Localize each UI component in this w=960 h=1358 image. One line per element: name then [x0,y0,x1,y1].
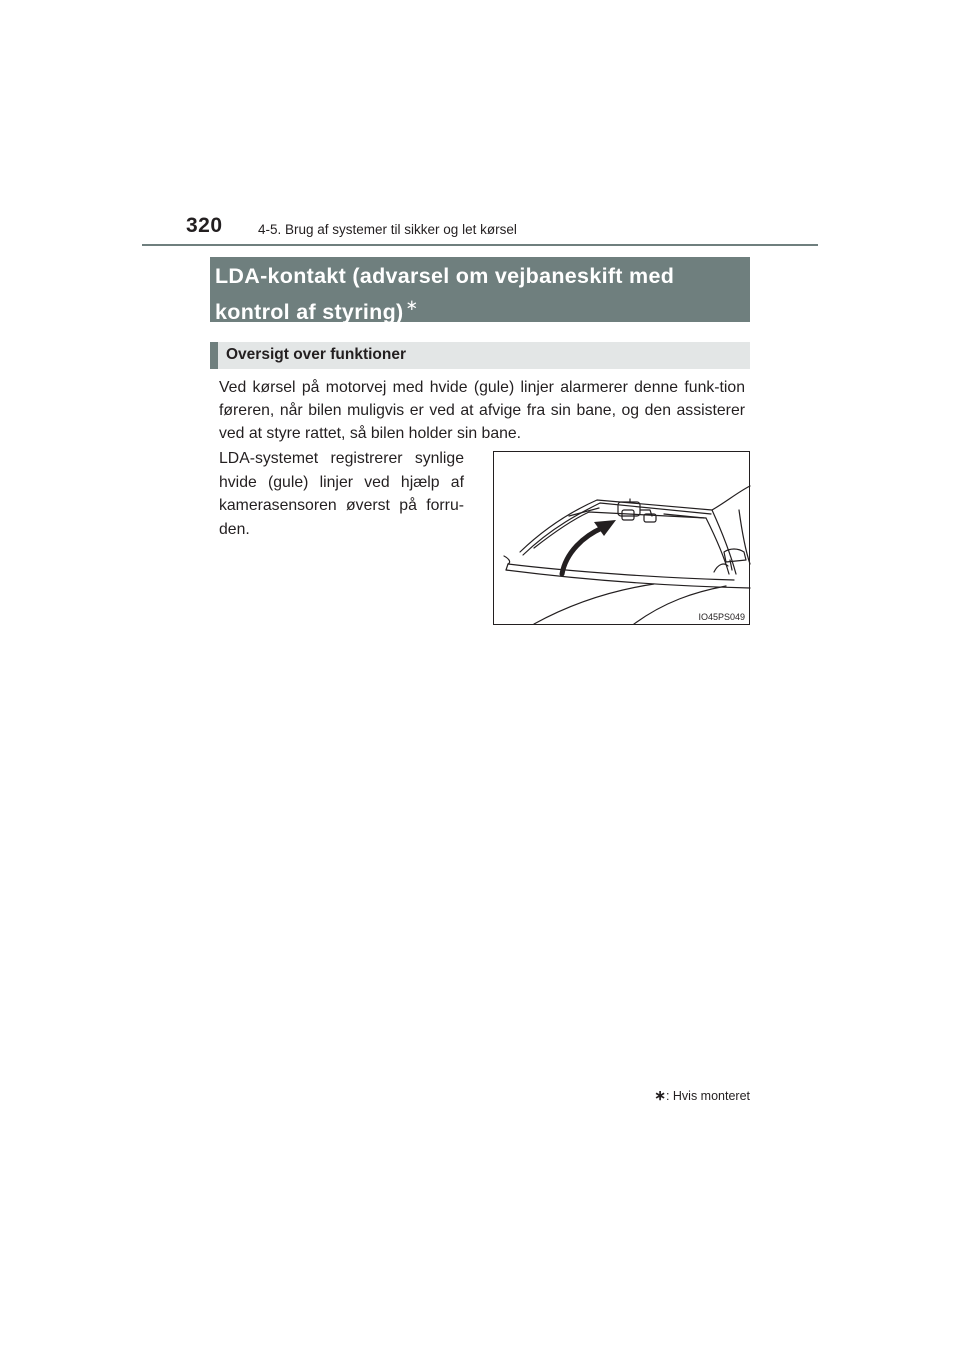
title-footnote-marker: ∗ [405,297,419,314]
page-number: 320 [186,214,223,237]
section-title-line2: kontrol af styring) [215,300,404,324]
section-title [215,262,740,327]
header-rule [142,244,818,246]
footnote-text: : Hvis monteret [665,1089,750,1103]
subheading: Oversigt over funktioner [226,346,407,363]
section-title-line1: LDA-kontakt (advarsel om vejbaneskift med [215,264,675,288]
section-title-box [210,257,750,322]
body-paragraph-1: Ved kørsel på motorvej med hvide (gule) linjer alarmerer denne funk-tion føreren, når bilen muligvis er ved at afvige fra sin bane, og den assisterer ved at styre rattet, så bilen holder sin bane. [219,379,745,442]
body-paragraph-2: LDA-systemet registrerer synlige hvide (gule) linjer ved hjælp af kamerasensoren øverst på forru-den. [219,450,464,538]
footnote [654,1087,750,1104]
footnote-marker: ∗ [654,1087,666,1103]
windshield-drawing [494,452,751,626]
windshield-camera-illustration [493,451,750,625]
figure-code: IO45PS049 [698,612,745,622]
subheading-box [210,342,750,369]
subheading-accent-bar [210,342,218,369]
section-path: 4-5. Brug af systemer til sikker og let kørsel [258,222,517,237]
